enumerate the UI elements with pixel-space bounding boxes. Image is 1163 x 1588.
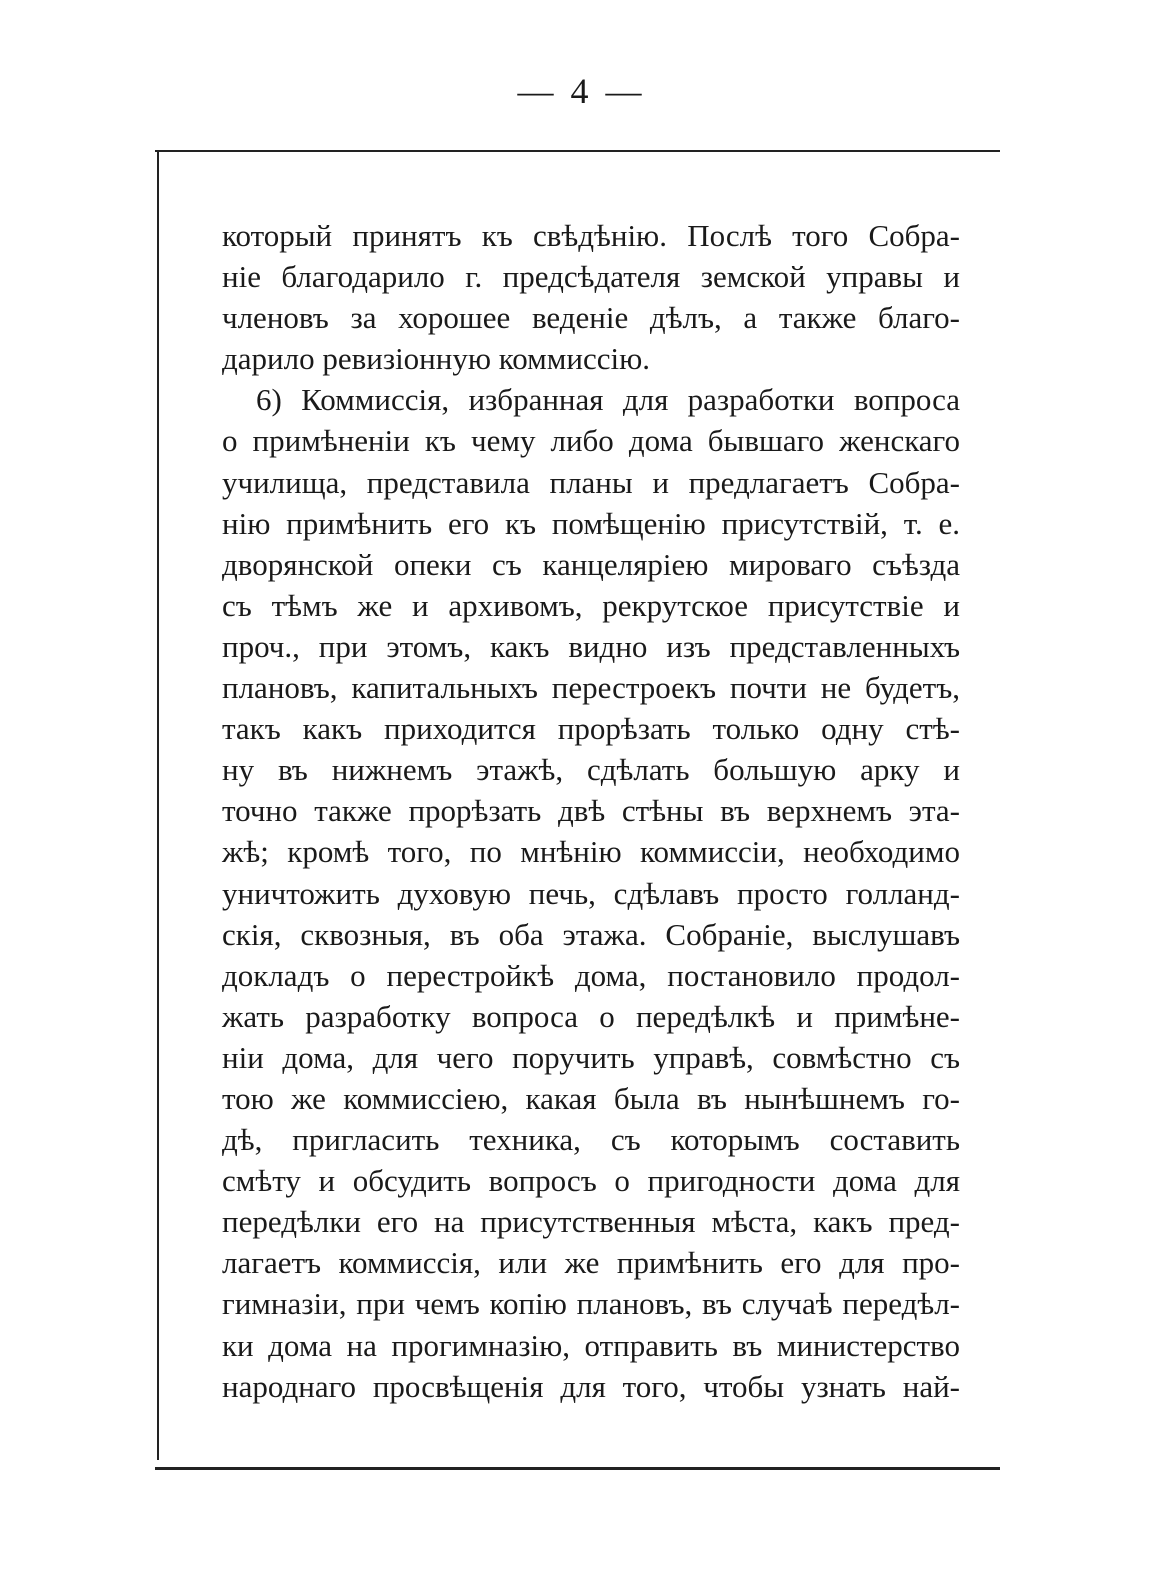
text-line: жѣ; кромѣ того, по мнѣнію коммиссіи, необходимо: [222, 834, 960, 870]
text-line: точно также прорѣзать двѣ стѣны въ верхнемъ эта-: [222, 793, 960, 829]
text-line: плановъ, капитальныхъ перестроекъ почти не будетъ,: [222, 670, 960, 706]
text-line: о примѣненіи къ чему либо дома бывшаго женскаго: [222, 423, 960, 459]
text-line: передѣлки его на присутственныя мѣста, какъ пред-: [222, 1204, 960, 1240]
text-line: нію примѣнить его къ помѣщенію присутствій, т. е.: [222, 505, 960, 541]
text-line: съ тѣмъ же и архивомъ, рекрутское присутствіе и: [222, 587, 960, 623]
bottom-rule: [155, 1467, 1000, 1470]
text-line: ки дома на прогимназію, отправить въ министерство: [222, 1327, 960, 1363]
text-line: смѣту и обсудить вопросъ о пригодности дома для: [222, 1163, 960, 1199]
text-line: тою же коммиссіею, какая была въ нынѣшнемъ го-: [222, 1080, 960, 1116]
text-line: 6) Коммиссія, избранная для разработки вопроса: [256, 382, 960, 418]
left-rule: [157, 150, 159, 1460]
text-line: училища, представила планы и предлагаетъ Собра-: [222, 464, 960, 500]
text-line: ну въ нижнемъ этажѣ, сдѣлать большую арку и: [222, 752, 960, 788]
text-line: скія, сквозныя, въ оба этажа. Собраніе, выслушавъ: [222, 916, 960, 952]
body-text: [222, 215, 960, 1407]
text-line: дѣ, пригласить техника, съ которымъ составить: [222, 1122, 960, 1158]
text-line: лагаетъ коммиссія, или же примѣнить его для про-: [222, 1245, 960, 1281]
text-line: докладъ о перестройкѣ дома, постановило продол-: [222, 957, 960, 993]
text-line: который принятъ къ свѣдѣнію. Послѣ того Собра-: [222, 218, 960, 253]
text-line: такъ какъ приходится прорѣзать только одну стѣ-: [222, 711, 960, 747]
text-line: дворянской опеки съ канцеляріею мироваго съѣзда: [222, 546, 960, 582]
page-number: — 4 —: [517, 71, 646, 111]
top-rule: [155, 150, 1000, 152]
text-line: дарило ревизіонную коммиссію.: [222, 341, 651, 377]
text-line: ніи дома, для чего поручить управѣ, совмѣстно съ: [222, 1039, 960, 1075]
text-line: уничтожить духовую печь, сдѣлавъ просто голланд-: [222, 875, 960, 911]
text-line: членовъ за хорошее веденіе дѣлъ, а также благо-: [222, 300, 960, 336]
text-line: народнаго просвѣщенія для того, чтобы узнать най-: [222, 1368, 960, 1404]
text-line: проч., при этомъ, какъ видно изъ представленныхъ: [222, 628, 960, 664]
text-line: жать разработку вопроса о передѣлкѣ и примѣне-: [222, 998, 960, 1034]
text-line: ніе благодарило г. предсѣдателя земской управы и: [222, 259, 960, 295]
text-line: гимназіи, при чемъ копію плановъ, въ случаѣ передѣл-: [222, 1286, 960, 1322]
